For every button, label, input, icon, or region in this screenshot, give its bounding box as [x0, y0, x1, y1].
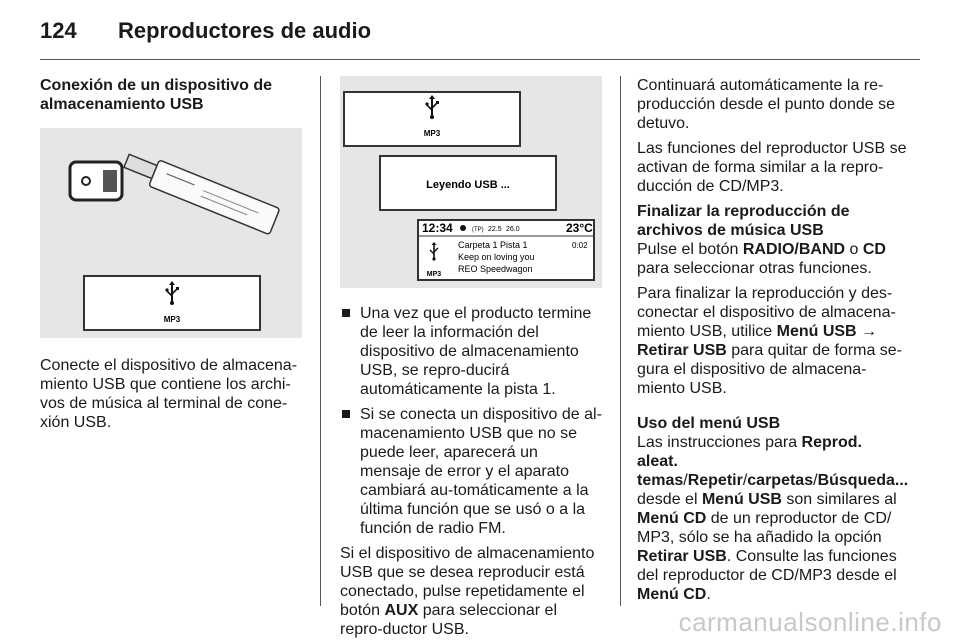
body-disconnect: Para finalizar la reproducción y des-conectar el dispositivo de almacena-miento USB, utilice Menú USB → Retirar USB para quitar de forma se-gura el dispositivo de almacena-miento USB. — [637, 285, 903, 397]
section-heading-finish-playback: Finalizar la reproducción de archivos de música USB — [637, 203, 850, 239]
screen3-temp: 23°C — [566, 221, 593, 235]
screen3-mp3-label: MP3 — [426, 271, 442, 278]
body-connect-usb: Conecte el dispositivo de almacena-miento USB que contiene los archi-vos de música al terminal de cone-xión USB. — [40, 357, 298, 431]
column-divider — [320, 76, 321, 606]
list-item: Si se conecta un dispositivo de al-macenamiento USB que no se puede leer, aparecerá un mensaje de error y el aparato cambiará au-tomáticamente a la última función que se usó o a la función de radio FM. — [340, 405, 602, 538]
bullet-list — [340, 304, 602, 538]
page-number: 124 — [40, 18, 77, 43]
usb-display-screens — [340, 76, 602, 288]
screen3-line1: Carpeta 1 Pista 1 — [458, 240, 528, 250]
screen3-time: 0:02 — [572, 241, 588, 250]
usb-insertion-illustration — [40, 128, 302, 338]
screen3-tp: (TP) — [472, 227, 484, 233]
section-heading-usb-menu: Uso del menú USB — [637, 415, 781, 432]
screen3-line3: REO Speedwagon — [458, 264, 533, 274]
body-functions: Las funciones del reproductor USB se activan de forma similar a la repro-ducción de CD/MP3. — [637, 140, 907, 195]
column-middle — [340, 76, 602, 642]
body-select-functions: Pulse el botón RADIO/BAND o CD para seleccionar otras funciones. — [637, 241, 886, 277]
column-divider — [620, 76, 621, 606]
body-aux-instructions: Si el dispositivo de almacenamiento USB que se desea reproducir está conectado, pulse repetidamente el botón AUX para seleccionar el repro-ductor USB. — [340, 545, 595, 638]
body-resume: Continuará automáticamente la re-producción desde el punto donde se detuvo. — [637, 77, 895, 132]
section-heading-usb-connection: Conexión de un dispositivo de almacenamiento USB — [40, 77, 273, 113]
screen1-mp3-label: MP3 — [423, 129, 441, 138]
screen3-clock: 12:34 — [422, 221, 453, 235]
column-left — [40, 76, 302, 438]
page-header — [40, 14, 920, 58]
chapter-title: Reproductores de audio — [118, 18, 372, 43]
header-rule — [40, 59, 920, 60]
screen3-val1: 22.5 — [488, 226, 502, 233]
usb-connection-figure — [40, 128, 302, 338]
body-usb-menu: Las instrucciones para Reprod. aleat. temas/Repetir/carpetas/Búsqueda... desde el Menú USB son similares al Menú CD de un reproductor de CD/ MP3, sólo se ha añadido la opción Retirar USB. Consulte las funciones del reproductor de CD/MP3 desde el Menú CD. — [637, 434, 909, 603]
watermark: carmanualsonline.info — [678, 607, 942, 637]
usb-screens-figure — [340, 76, 602, 288]
screen2-reading-text: Leyendo USB ... — [426, 179, 510, 191]
screen-mp3-label: MP3 — [163, 315, 181, 324]
column-right — [637, 76, 907, 610]
list-item: Una vez que el producto termine de leer la información del dispositivo de almacenamiento USB, se repro-ducirá automáticamente la pista 1. — [340, 304, 602, 399]
screen3-line2: Keep on loving you — [458, 252, 535, 262]
screen3-val2: 26.0 — [506, 226, 520, 233]
